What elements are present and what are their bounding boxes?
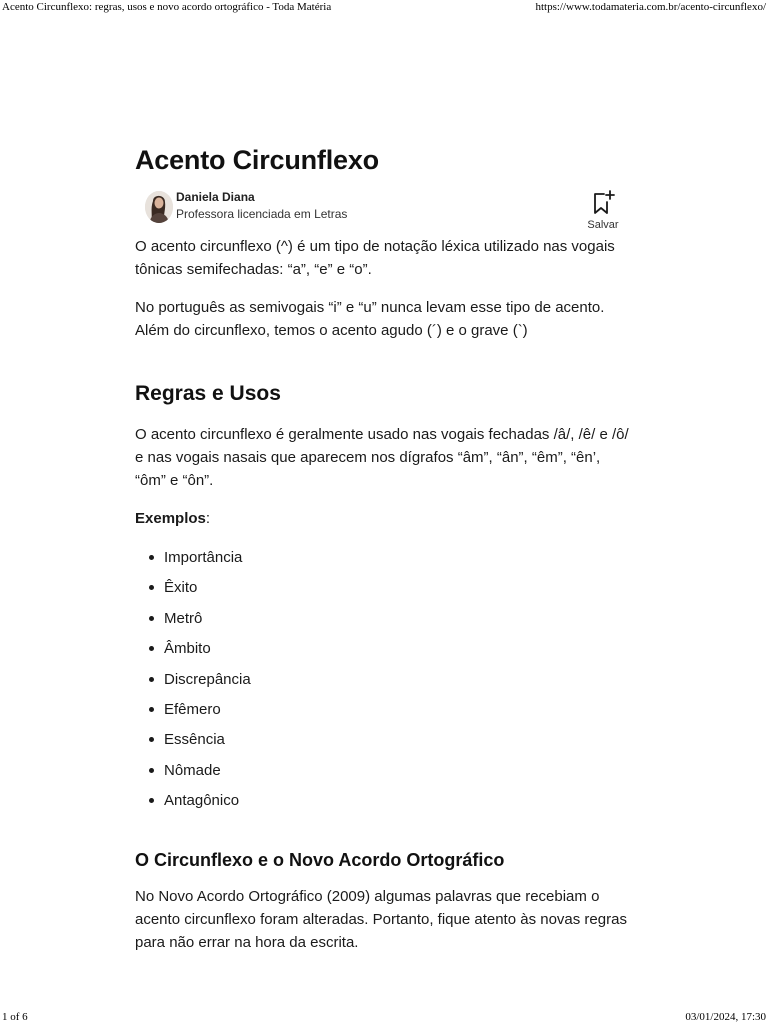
examples-label	[135, 507, 635, 530]
list-item: Importância	[164, 546, 635, 576]
print-header-title: Acento Circunflexo: regras, usos e novo acordo ortográfico - Toda Matéria	[2, 1, 332, 13]
examples-label-text: Exemplos	[135, 510, 206, 527]
save-label: Salvar	[587, 219, 619, 231]
section-heading-rules: Regras e Usos	[135, 382, 281, 405]
author-name[interactable]: Daniela Diana	[176, 190, 255, 204]
rules-paragraph: O acento circunflexo é geralmente usado nas vogais fechadas /â/, /ê/ e /ô/ e nas vogais nasais que aparecem nos dígrafos “âm”, “ân”, “êm”, “ên’, “ôm” e “ôn”.	[135, 426, 629, 489]
author-role: Professora licenciada em Letras	[176, 207, 348, 221]
list-item: Êxito	[164, 576, 635, 606]
section-heading-new-agreement: O Circunflexo e o Novo Acordo Ortográfico	[135, 849, 505, 870]
list-item: Essência	[164, 728, 635, 758]
examples-label-colon: :	[205, 510, 211, 527]
print-header-url: https://www.todamateria.com.br/acento-circunflexo/	[535, 1, 766, 13]
list-item: Discrepância	[164, 668, 635, 698]
list-item: Âmbito	[164, 637, 635, 667]
list-item: Metrô	[164, 607, 635, 637]
list-item: Efêmero	[164, 698, 635, 728]
list-item: Nômade	[164, 759, 635, 789]
page-title: Acento Circunflexo	[135, 145, 379, 175]
intro-paragraph-1: O acento circunflexo (^) é um tipo de notação léxica utilizado nas vogais tônicas semifechadas: “a”, “e” e “o”.	[135, 238, 615, 278]
list-item: Antagônico	[164, 789, 635, 819]
print-header	[0, 0, 768, 16]
print-footer-datetime: 03/01/2024, 17:30	[685, 1011, 766, 1023]
bookmark-add-icon	[591, 190, 615, 216]
print-footer-page: 1 of 6	[2, 1011, 28, 1023]
save-button[interactable]	[585, 190, 621, 231]
intro-paragraph-2: No português as semivogais “i” e “u” nunca levam esse tipo de acento. Além do circunflexo, temos o acento agudo (´) e o grave (`)	[135, 299, 605, 339]
author-avatar[interactable]	[145, 191, 173, 223]
author-row	[135, 188, 635, 236]
new-agreement-paragraph: No Novo Acordo Ortográfico (2009) algumas palavras que recebiam o acento circunflexo foram alteradas. Portanto, fique atento às novas regras para não errar na hora da escrita.	[135, 887, 627, 951]
examples-list	[135, 546, 635, 820]
article	[135, 140, 635, 954]
